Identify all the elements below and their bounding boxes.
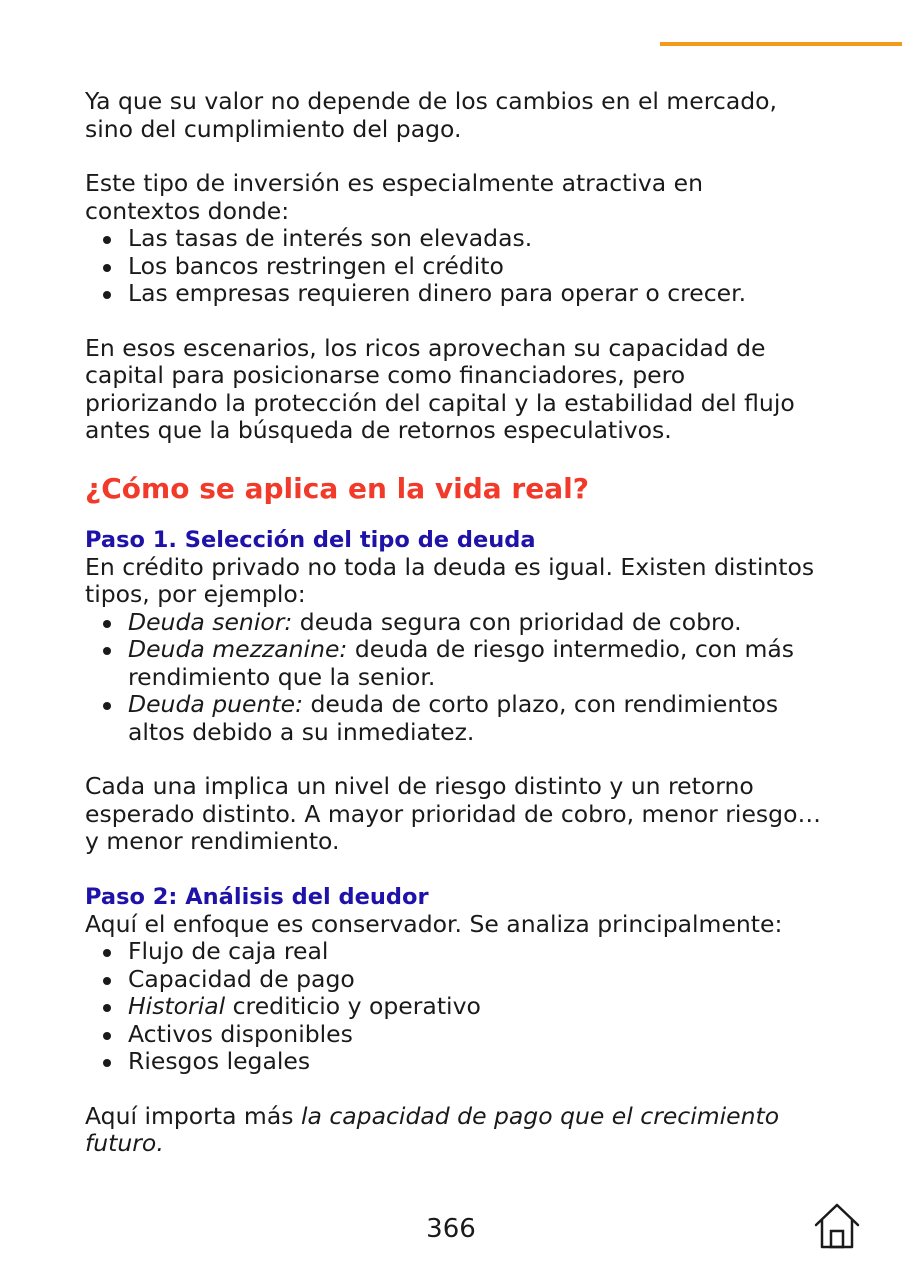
step-2-title: Paso 2: Análisis del deudor [85,883,429,910]
step-1-intro: En crédito privado no toda la deuda es igual. Existen distintos tipos, por ejemplo: [85,552,815,608]
paragraph-3: En esos escenarios, los ricos aprovechan su capacidad de capital para posicionarse como financiadores, pero priorizando la protección del capital y la estabilidad del flujo antes que la búsqueda de retornos especulativos. [85,333,795,444]
list-item [85,993,825,1021]
page-number: 366 [426,1214,476,1244]
list-item [85,636,825,691]
home-icon[interactable] [812,1200,862,1250]
list-item [85,938,825,966]
list-item-term: Historial [128,992,226,1020]
list-item [85,609,825,637]
list-item-text: Riesgos legales [128,1047,311,1075]
list-item-term: Deuda senior: [128,607,293,636]
section-heading: ¿Cómo se aplica en la vida real? [85,471,589,505]
closing-paragraph [85,1103,825,1158]
step-2-intro: Aquí el enfoque es conservador. Se analiza principalmente: [85,909,783,938]
list-item-text: Capacidad de pago [128,964,355,993]
list-item-text: Activos disponibles [128,1019,353,1048]
analysis-list [85,938,825,1076]
list-item-text: deuda segura con prioridad de cobro. [292,607,742,636]
list-item-term: Deuda mezzanine: [128,635,348,663]
step-1-conclusion: Cada una implica un nivel de riesgo distinto y un retorno esperado distinto. A mayor prioridad de cobro, menor riesgo… y menor rendimiento. [85,772,821,855]
closing-plain: Aquí importa más [85,1101,301,1130]
step-1-title: Paso 1. Selección del tipo de deuda [85,526,536,553]
list-item [85,966,825,994]
list-item-text: Flujo de caja real [128,937,329,965]
list-item: Los bancos restringen el crédito [85,253,825,281]
top-accent-rule [660,42,902,46]
list-item-text: crediticio y operativo [225,992,481,1020]
list-item [85,691,825,746]
closing-italic: la capacidad de pago que el crecimiento futuro. [85,1101,780,1157]
paragraph-1: Ya que su valor no depende de los cambios en el mercado, sino del cumplimiento del pago. [85,87,777,143]
list-item: Las tasas de interés son elevadas. [85,225,825,253]
page-content [85,88,825,1158]
debt-types-list [85,609,825,747]
list-item-text: deuda de corto plazo, con rendimientos altos debido a su inmediatez. [128,690,779,746]
context-list [85,225,825,308]
list-item: Las empresas requieren dinero para operar o crecer. [85,280,825,308]
list-item-text: deuda de riesgo intermedio, con más rendimiento que la senior. [128,635,795,691]
home-icon-graphic [812,1200,862,1250]
list-item [85,1021,825,1049]
paragraph-2: Este tipo de inversión es especialmente atractiva en contextos donde: [85,169,704,225]
list-item-term: Deuda puente: [128,690,303,718]
list-item [85,1048,825,1076]
